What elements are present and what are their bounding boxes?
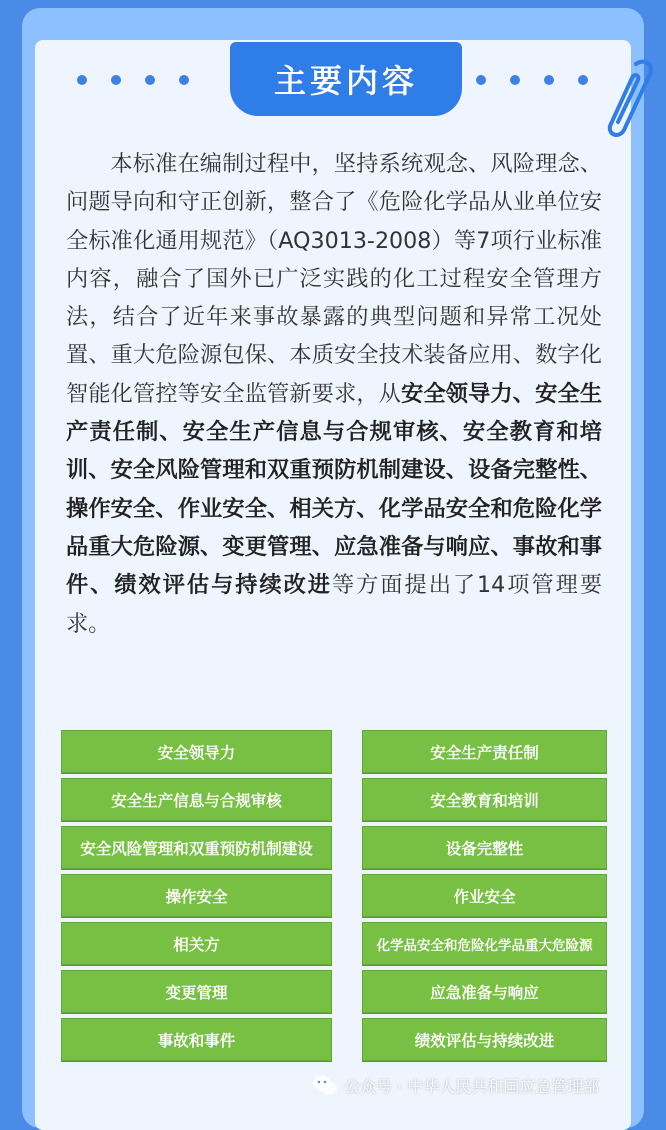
decor-dots-left [77,75,189,85]
requirement-tag: 安全领导力 [61,730,332,773]
requirement-tag: 应急准备与响应 [362,970,607,1013]
decor-dot [179,75,189,85]
decor-dot [544,75,554,85]
watermark [312,1072,599,1098]
requirement-tag: 设备完整性 [362,826,607,869]
paperclip-icon [596,56,654,142]
requirement-tag: 相关方 [61,922,332,965]
paragraph-intro: 本标准在编制过程中，坚持系统观念、风险理念、问题导向和守正创新，整合了《危险化学品从业单位安全标准化通用规范》（AQ3013-2008）等7项行业标准内容，融合了国外已广泛实践的化工过程安全管理方法，结合了近年来事故暴露的典型问题和异常工况处置、重大危险源包保、本质安全技术装备应用、数字化智能化管控等安全监管新要求，从 [66,151,602,407]
decor-dots-right [476,75,588,85]
paragraph-emphasis: 安全领导力、安全生产责任制、安全生产信息与合规审核、安全教育和培训、安全风险管理和双重预防机制建设、设备完整性、操作安全、作业安全、相关方、化学品安全和危险化学品重大危险源、变更管理、应急准备与响应、事故和事件、绩效评估与持续改进 [66,380,603,599]
paragraph-outro: 等方面提出了14项管理要求。 [66,572,603,637]
requirement-tag: 作业安全 [362,874,607,917]
requirement-tag-grid [61,730,607,1061]
wechat-icon [312,1074,338,1096]
requirement-tag: 安全生产责任制 [362,730,607,773]
decor-dot [111,75,121,85]
requirement-tag: 事故和事件 [61,1018,332,1061]
requirement-tag: 安全生产信息与合规审核 [61,778,332,821]
decor-dot [145,75,155,85]
section-title: 主要内容 [230,42,462,116]
decor-dot [476,75,486,85]
main-paragraph [66,145,602,643]
requirement-tag: 绩效评估与持续改进 [362,1018,607,1061]
decor-dot [510,75,520,85]
requirement-tag: 化学品安全和危险化学品重大危险源 [362,922,607,965]
requirement-tag: 安全风险管理和双重预防机制建设 [61,826,332,869]
requirement-tag: 安全教育和培训 [362,778,607,821]
requirement-tag: 操作安全 [61,874,332,917]
decor-dot [578,75,588,85]
requirement-tag: 变更管理 [61,970,332,1013]
decor-dot [77,75,87,85]
watermark-text: 公众号 · 中华人民共和国应急管理部 [344,1076,600,1096]
